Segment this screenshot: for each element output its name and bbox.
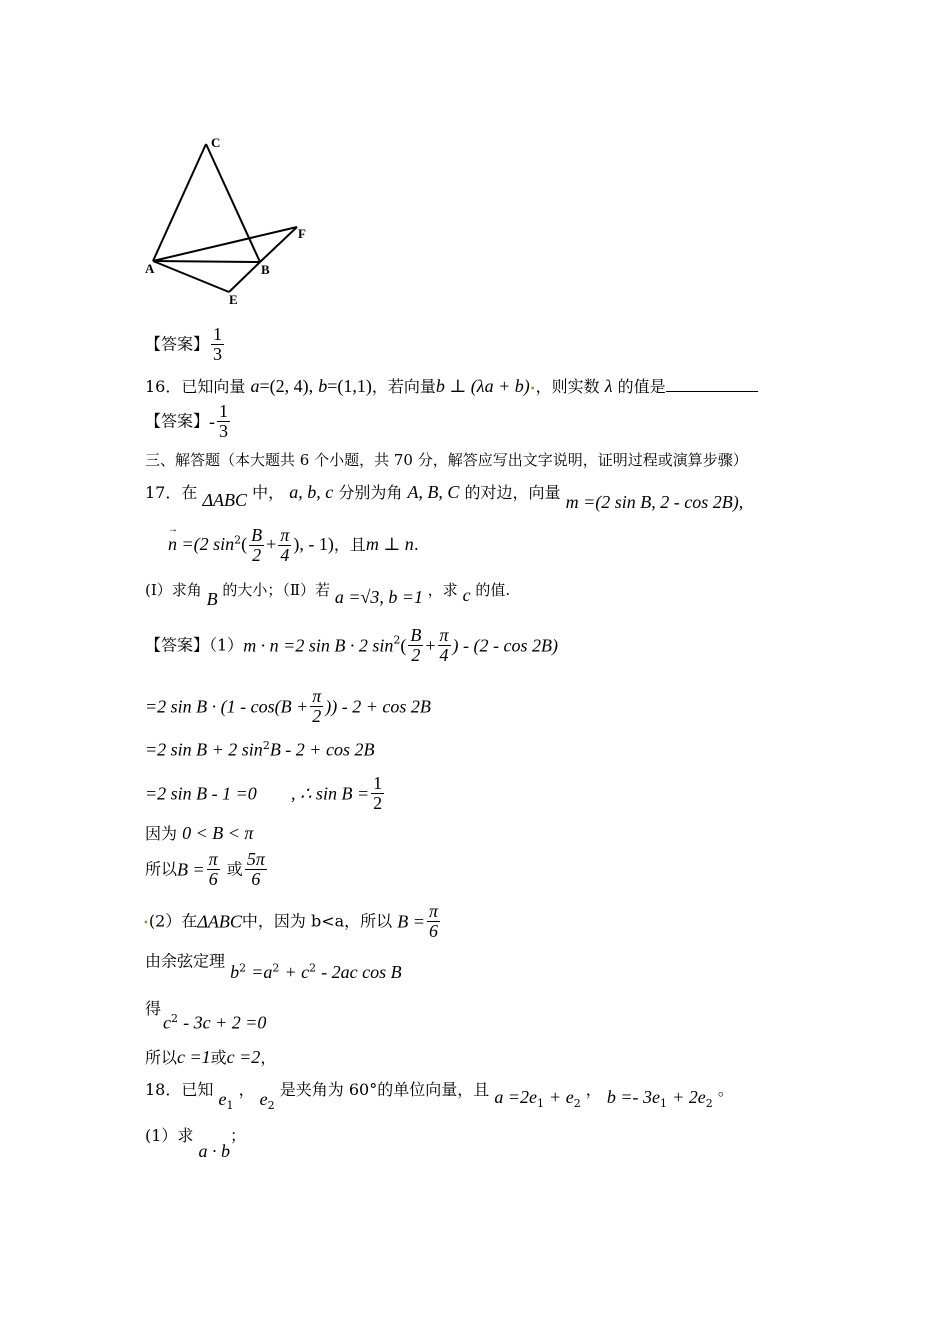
- text: ，若向量: [371, 377, 436, 396]
- math: λ: [604, 376, 613, 396]
- text: ，则实数: [535, 377, 600, 396]
- exponent: 2: [234, 533, 242, 547]
- fraction: [249, 526, 264, 565]
- text: (2）在: [148, 911, 198, 931]
- denominator: 6: [251, 868, 261, 889]
- math: B - 2 + cos 2B: [269, 739, 375, 760]
- math: B: [206, 589, 218, 609]
- text: ，: [238, 1080, 255, 1099]
- math: b: [230, 962, 240, 983]
- answer-17-conclusion: [145, 1048, 276, 1066]
- math: ) - (2 - cos 2B): [452, 635, 558, 656]
- math: + 2e: [672, 1087, 706, 1107]
- fraction: [245, 850, 267, 889]
- question-16: 16．已知向量 a=(2, 4), b=(1,1)，若向量b ⊥ (λa + b)•，则实数 λ 的值是: [145, 377, 758, 395]
- denominator: 4: [439, 644, 449, 665]
- fraction: [371, 774, 384, 813]
- text: 得: [145, 999, 162, 1018]
- math: =(1,1): [327, 376, 372, 396]
- math: b ⊥ (λa + b): [435, 376, 530, 396]
- text: 所以: [145, 1048, 178, 1067]
- math: a: [250, 376, 260, 396]
- text: 。: [717, 1080, 734, 1099]
- answer-label: 【答案】: [145, 411, 210, 431]
- text: 或: [210, 1048, 227, 1067]
- denominator: 2: [252, 544, 262, 565]
- math: b =- 3e: [606, 1087, 661, 1107]
- numerator: B: [410, 625, 422, 645]
- point-label-c: C: [211, 135, 221, 150]
- quadratic-equation: $c^2 - 3c + 2 =0$: [163, 1012, 267, 1033]
- math: e: [259, 1089, 268, 1109]
- text: (1）求: [145, 1126, 194, 1145]
- fraction: [211, 325, 224, 364]
- text: 17．在: [145, 483, 198, 502]
- text: ，: [260, 1048, 277, 1067]
- denominator: 3: [219, 420, 229, 441]
- math: =a: [251, 962, 273, 983]
- math: b: [318, 376, 328, 396]
- answer-blank: [666, 377, 758, 392]
- math: c =2: [226, 1047, 261, 1067]
- math: a · b: [198, 1141, 231, 1161]
- question-17: [145, 482, 744, 512]
- math: a =2e: [494, 1087, 537, 1107]
- point-label-b: B: [261, 262, 270, 277]
- answer-16: [145, 402, 232, 441]
- math: B =: [177, 859, 205, 880]
- text: ；: [230, 1126, 247, 1145]
- answer-17-line-1: 【答案】（1）m · n =2 sin B · 2 $\sin^2$( $\frac{B}{2}$ + $\frac{\pi}{4}$ ) - (2 - cos 2B): [145, 625, 558, 665]
- math: ), - 1): [293, 533, 334, 554]
- exponent: 2: [262, 739, 270, 752]
- denominator: 2: [373, 792, 383, 813]
- exponent: 2: [393, 633, 401, 647]
- text: 的值.: [475, 581, 511, 599]
- fraction: [408, 626, 423, 665]
- math: a, b, c: [289, 482, 334, 502]
- math: )) - 2 + cos 2B: [325, 696, 431, 717]
- answer-17-part-2: •(2）在ΔABC中，因为 b<a，所以 B = $\frac{\pi}{6}$: [143, 901, 438, 941]
- point-label-f: F: [298, 226, 306, 241]
- answer-17-line-2: [145, 687, 431, 726]
- denominator: 2: [312, 705, 322, 726]
- text: 中，: [252, 483, 285, 502]
- math: m =(2 sin B, 2 - cos 2B),: [565, 492, 744, 512]
- question-18: 18．已知 $e_1$ ， $e_2$ 是夹角为 60°的单位向量，且 $a =2e_1 + e_2$ ， $b =- 3e_1 + 2e_2$ 。: [145, 1080, 734, 1113]
- text: 的值是: [617, 377, 666, 396]
- text: 是夹角为 60°的单位向量，且: [279, 1080, 490, 1099]
- math: , ∴ sin B =: [290, 783, 370, 804]
- fraction: [438, 626, 451, 665]
- answer-label: 【答案】: [145, 334, 210, 354]
- text: 由余弦定理: [145, 951, 226, 971]
- answer-17-line-5: [145, 824, 253, 842]
- answer-label: 【答案】（1）: [145, 635, 244, 655]
- section-heading: 三、解答题（本大题共 6 个小题，共 70 分，解答应写出文字说明，证明过程或演算步骤）: [145, 451, 748, 469]
- text: 的对边，向量: [464, 483, 561, 502]
- numerator: 1: [219, 401, 229, 421]
- math: A, B, C: [407, 482, 460, 502]
- denominator: 6: [208, 868, 218, 889]
- math: + e: [549, 1087, 574, 1107]
- answer-15: [145, 325, 226, 364]
- math: m · n =2 sin B · 2 sin: [243, 635, 394, 656]
- numerator: π: [208, 849, 218, 869]
- math: =2 sin B - 1 =0: [145, 783, 257, 804]
- denominator: 2: [411, 644, 421, 665]
- math: - 2ac cos B: [321, 962, 402, 983]
- numerator: π: [428, 901, 438, 921]
- text: (I）求角: [145, 581, 202, 599]
- fraction: [278, 526, 291, 565]
- geometry-diagram: [0, 0, 950, 320]
- math: 0 < B < π: [182, 823, 254, 843]
- math: c: [462, 585, 471, 605]
- numerator: 5π: [246, 849, 265, 869]
- text: .: [413, 534, 419, 554]
- fraction: [207, 850, 220, 889]
- math: c: [163, 1012, 171, 1033]
- text: 或: [226, 859, 243, 879]
- point-label-e: E: [229, 292, 238, 307]
- denominator: 6: [428, 920, 438, 941]
- text: 的大小；（Ⅱ）若: [222, 581, 331, 599]
- numerator: π: [439, 625, 449, 645]
- math: B =: [397, 911, 425, 932]
- text: 中，因为 b<a，所以: [241, 911, 393, 931]
- math: m ⊥ n: [365, 533, 414, 554]
- math: +: [425, 635, 436, 656]
- numerator: π: [280, 525, 290, 545]
- question-number: 16．已知向量: [145, 377, 246, 396]
- math: +: [266, 533, 277, 554]
- numerator: B: [251, 525, 263, 545]
- fraction: [310, 687, 323, 726]
- fraction: [217, 402, 230, 441]
- fraction: [427, 902, 440, 941]
- text: ，: [585, 1080, 602, 1099]
- math: + c: [284, 962, 310, 983]
- math: ΔABC: [197, 911, 242, 932]
- answer-17-line-3: [145, 740, 374, 758]
- denominator: 3: [213, 343, 223, 364]
- math: c =1: [177, 1047, 211, 1067]
- text: ，且: [333, 534, 366, 554]
- answer-17-line-4: [145, 774, 386, 813]
- denominator: 4: [280, 544, 290, 565]
- answer-17-line-6: [145, 850, 269, 889]
- math: ΔABC: [202, 490, 248, 510]
- question-number: 18．已知: [145, 1080, 214, 1099]
- text: 所以: [145, 859, 178, 879]
- math: - 3c + 2 =0: [183, 1012, 267, 1033]
- math: =2 sin B + 2 sin: [145, 739, 263, 760]
- text: 分别为角: [338, 483, 403, 502]
- vector-n-definition: → n =(2 $\sin^2$( $\frac{B}{2}$ + $\frac{\pi}{4}$ ), - 1)，且m ⊥ n.: [168, 526, 419, 565]
- text: ，求: [427, 581, 458, 599]
- math: a =√3, b =1: [334, 587, 423, 607]
- law-of-cosines: 由余弦定理 $b^2 =a^2 + c^2 - 2ac$ cos B: [145, 951, 402, 983]
- math: =(2, 4),: [259, 376, 314, 396]
- math: e: [218, 1089, 227, 1109]
- point-label-a: A: [145, 261, 155, 276]
- question-17-parts: [145, 580, 511, 609]
- numerator: π: [312, 686, 322, 706]
- text: 因为: [145, 824, 178, 843]
- math: =2 sin B · (1 - cos(B +: [145, 696, 309, 717]
- math: → n =(2 sin: [168, 535, 234, 553]
- numerator: 1: [373, 773, 383, 793]
- answer-17-get: [145, 1001, 161, 1017]
- math: -: [209, 411, 216, 432]
- numerator: 1: [213, 324, 223, 344]
- question-18-part-1: [145, 1126, 247, 1161]
